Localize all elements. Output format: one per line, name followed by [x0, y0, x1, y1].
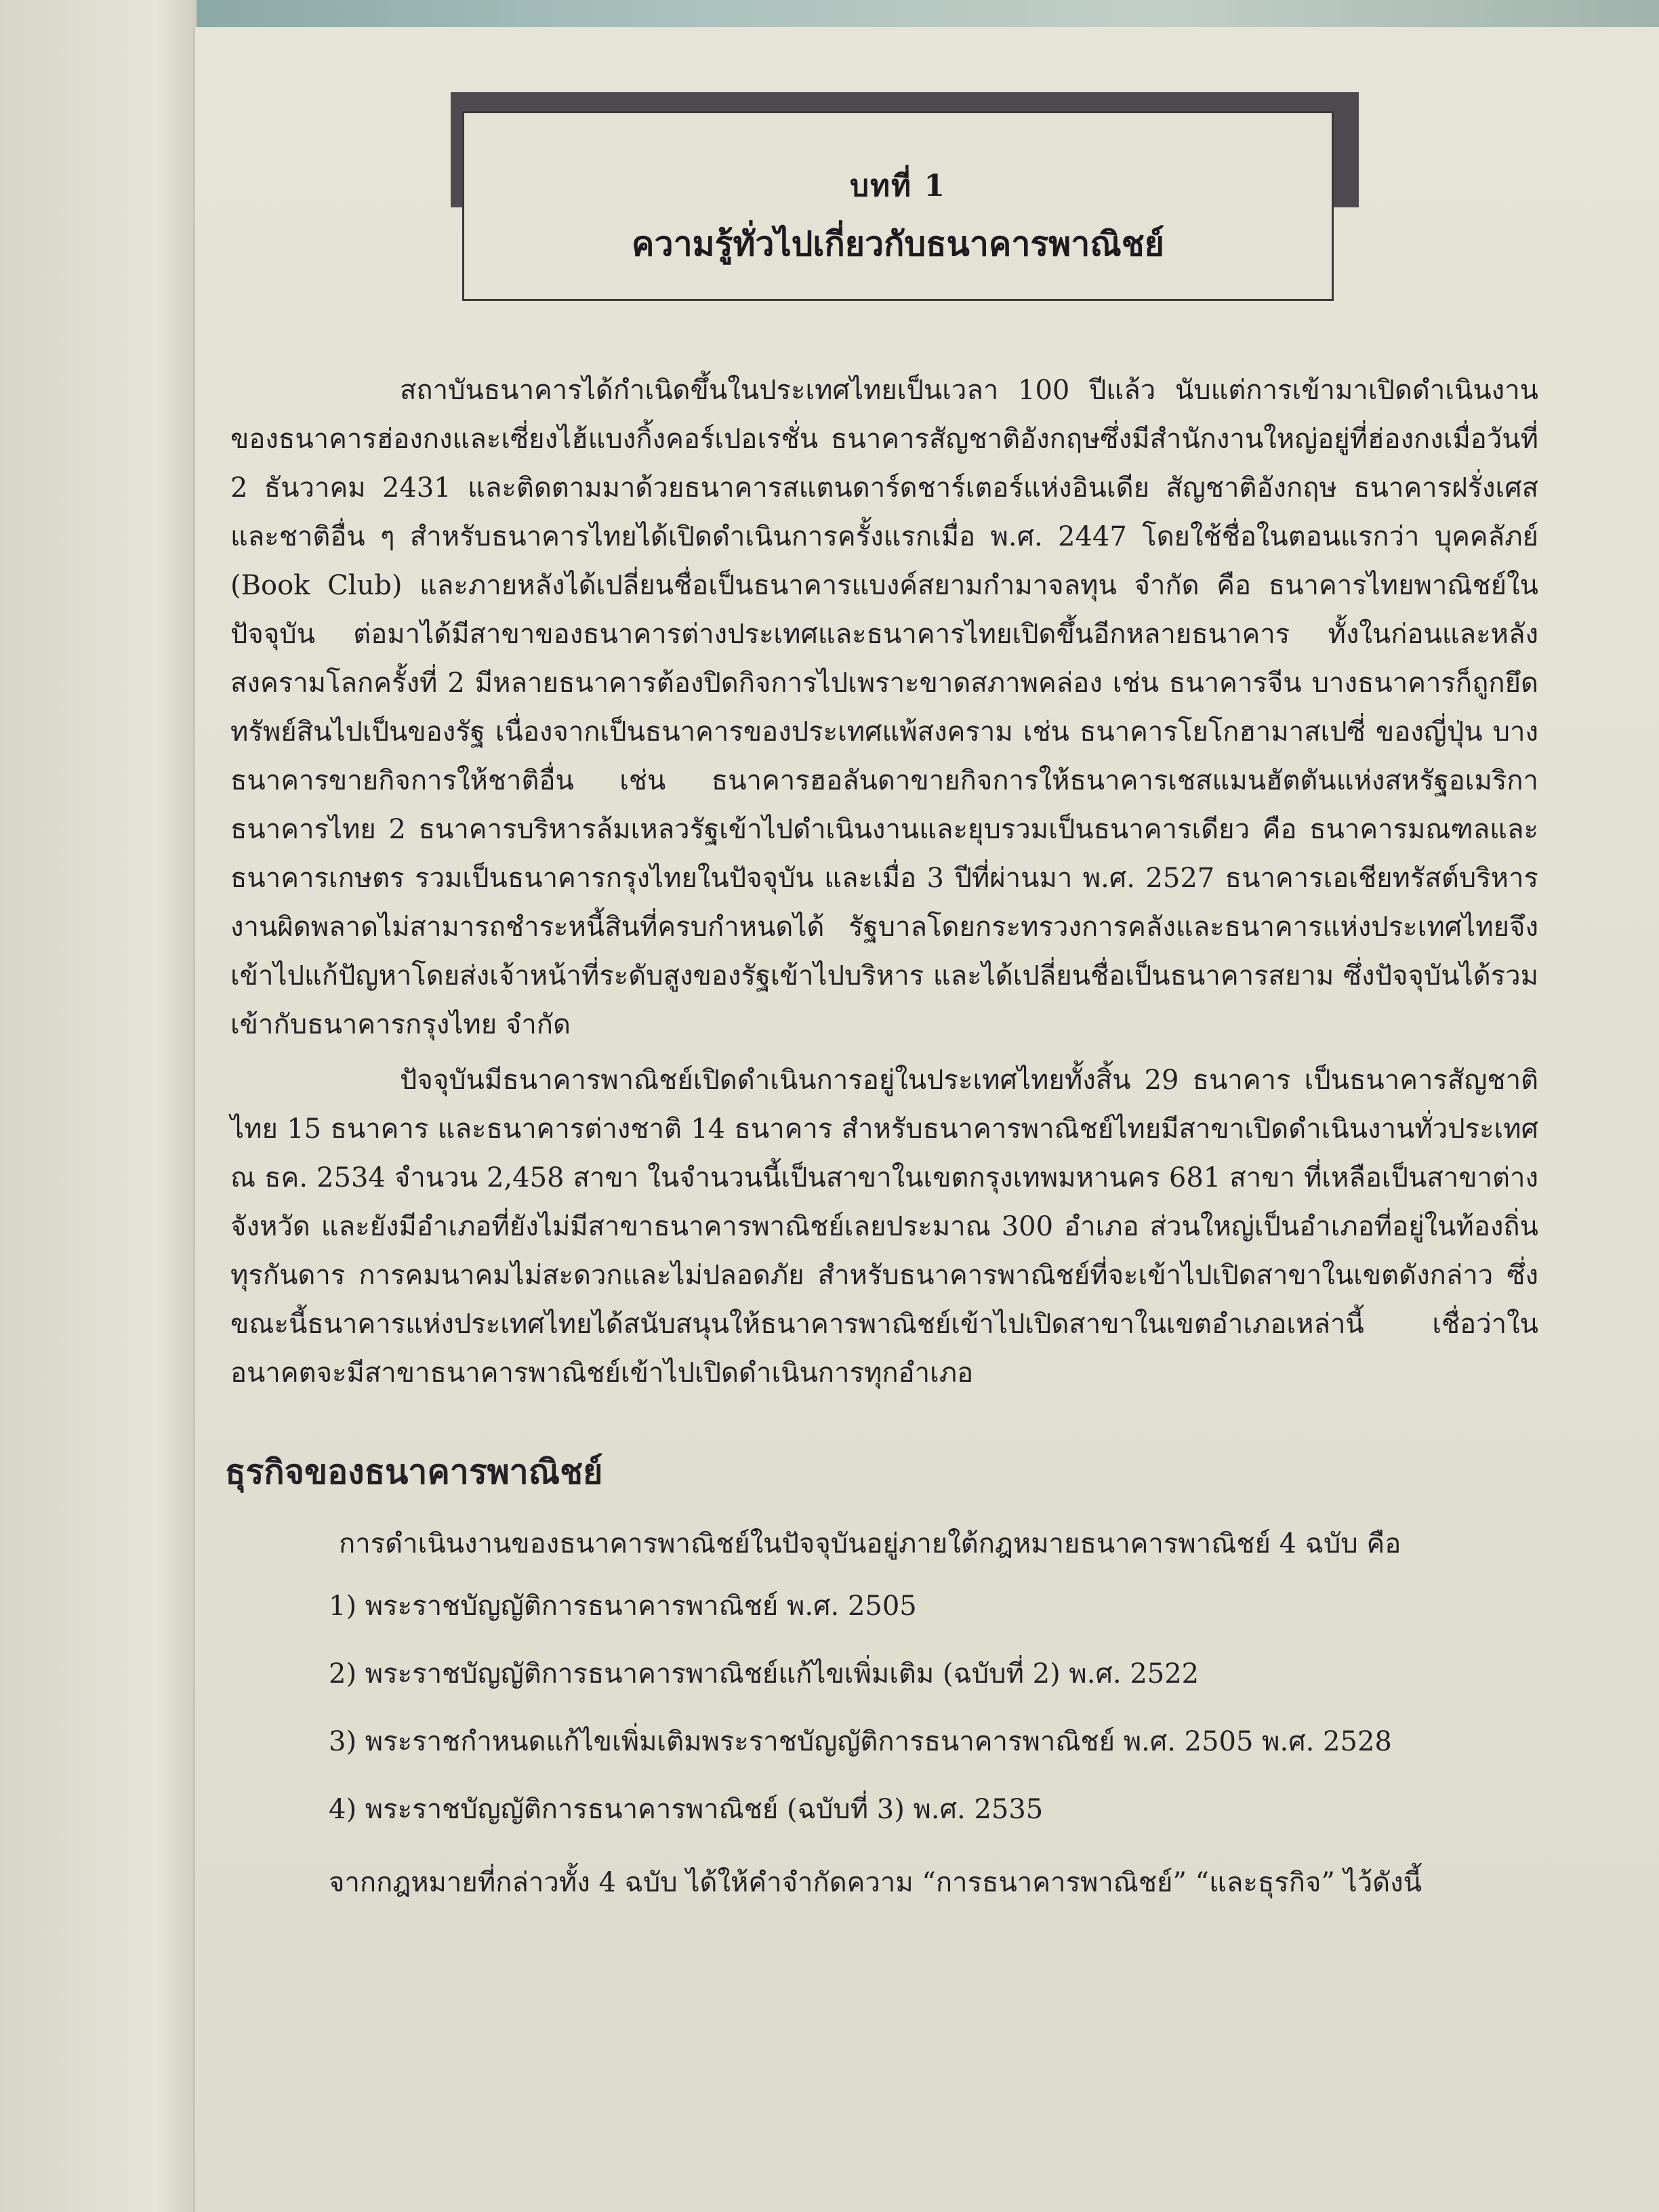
list-item: 2) พระราชบัญญัติการธนาคารพาณิชย์แก้ไขเพิ่มเติม (ฉบับที่ 2) พ.ศ. 2522 [329, 1658, 1200, 1689]
list-item: 1) พระราชบัญญัติการธนาคารพาณิชย์ พ.ศ. 2505 [329, 1591, 917, 1622]
section-intro: การดำเนินงานของธนาคารพาณิชย์ในปัจจุบันอยู่ภายใต้กฎหมายธนาคารพาณิชย์ 4 ฉบับ คือ [339, 1528, 1401, 1559]
facing-page-edge [0, 0, 197, 2212]
paragraph-current-status: ปัจจุบันมีธนาคารพาณิชย์เปิดดำเนินการอยู่ในประเทศไทยทั้งสิ้น 29 ธนาคาร เป็นธนาคารสัญชาติไทย 15 ธนาคาร และธนาคารต่างชาติ 14 ธนาคาร สำหรับธนาคารพาณิชย์ไทยมีสาขาเปิดดำเนินงานทั่วประเทศ ณ ธค. 2534 จำนวน 2,458 สาขา ในจำนวนนี้เป็นสาขาในเขตกรุงเทพมหานคร 681 สาขา ที่เหลือเป็นสาขาต่างจังหวัด และยังมีอำเภอที่ยังไม่มีสาขาธนาคารพาณิชย์เลยประมาณ 300 อำเภอ ส่วนใหญ่เป็นอำเภอที่อยู่ในท้องถิ่นทุรกันดาร การคมนาคมไม่สะดวกและไม่ปลอดภัย สำหรับธนาคารพาณิชย์ที่จะเข้าไปเปิดสาขาในเขตดังกล่าว ซึ่งขณะนี้ธนาคารแห่งประเทศไทยได้สนับสนุนให้ธนาคารพาณิชย์เข้าไปเปิดสาขาในเขตอำเภอเหล่านี้ เชื่อว่าในอนาคตจะมีสาขาธนาคารพาณิชย์เข้าไปเปิดดำเนินการทุกอำเภอ [230, 1065, 1538, 1389]
chapter-title: ความรู้ทั่วไปเกี่ยวกับธนาคารพาณิชย์ [632, 224, 1164, 264]
list-item: 3) พระราชกำหนดแก้ไขเพิ่มเติมพระราชบัญญัติการธนาคารพาณิชย์ พ.ศ. 2505 พ.ศ. 2528 [329, 1726, 1392, 1757]
paragraph-history: สถาบันธนาคารได้กำเนิดขึ้นในประเทศไทยเป็นเวลา 100 ปีแล้ว นับแต่การเข้ามาเปิดดำเนินงานของธนาคารฮ่องกงและเซี่ยงไฮ้แบงกิ้งคอร์เปอเรชั่น ธนาคารสัญชาติอังกฤษซึ่งมีสำนักงานใหญ่อยู่ที่ฮ่องกงเมื่อวันที่ 2 ธันวาคม 2431 และติดตามมาด้วยธนาคารสแตนดาร์ดชาร์เตอร์แห่งอินเดีย สัญชาติอังกฤษ ธนาคารฝรั่งเศสและชาติอื่น ๆ สำหรับธนาคารไทยได้เปิดดำเนินการครั้งแรกเมื่อ พ.ศ. 2447 โดยใช้ชื่อในตอนแรกว่า บุคคลัภย์ (Book Club) และภายหลังได้เปลี่ยนชื่อเป็นธนาคารแบงค์สยามกำมาจลทุน จำกัด คือ ธนาคารไทยพาณิชย์ในปัจจุบัน ต่อมาได้มีสาขาของธนาคารต่างประเทศและธนาคารไทยเปิดขึ้นอีกหลายธนาคาร ทั้งในก่อนและหลังสงครามโลกครั้งที่ 2 มีหลายธนาคารต้องปิดกิจการไปเพราะขาดสภาพคล่อง เช่น ธนาคารจีน บางธนาคารก็ถูกยึดทรัพย์สินไปเป็นของรัฐ เนื่องจากเป็นธนาคารของประเทศแพ้สงคราม เช่น ธนาคารโยโกฮามาสเปซี่ ของญี่ปุ่น บางธนาคารขายกิจการให้ชาติอื่น เช่น ธนาคารฮอลันดาขายกิจการให้ธนาคารเชสแมนฮัตตันแห่งสหรัฐอเมริกา ธนาคารไทย 2 ธนาคารบริหารล้มเหลวรัฐเข้าไปดำเนินงานและยุบรวมเป็นธนาคารเดียว คือ ธนาคารมณฑลและธนาคารเกษตร รวมเป็นธนาคารกรุงไทยในปัจจุบัน และเมื่อ 3 ปีที่ผ่านมา พ.ศ. 2527 ธนาคารเอเชียทรัสต์บริหารงานผิดพลาดไม่สามารถชำระหนี้สินที่ครบกำหนดได้ รัฐบาลโดยกระทรวงการคลังและธนาคารแห่งประเทศไทยจึงเข้าไปแก้ปัญหาโดยส่งเจ้าหน้าที่ระดับสูงของรัฐเข้าไปบริหาร และได้เปลี่ยนชื่อเป็นธนาคารสยาม ซึ่งปัจจุบันได้รวมเข้ากับธนาคารกรุงไทย จำกัด [230, 375, 1538, 1040]
section-heading: ธุรกิจของธนาคารพาณิชย์ [225, 1452, 603, 1492]
chapter-title-box [462, 111, 1334, 301]
closing-sentence: จากกฎหมายที่กล่าวทั้ง 4 ฉบับ ได้ให้คำจำกัดความ “การธนาคารพาณิชย์” “และธุรกิจ” ไว้ดังนี้ [329, 1867, 1422, 1898]
list-item: 4) พระราชบัญญัติการธนาคารพาณิชย์ (ฉบับที่ 3) พ.ศ. 2535 [329, 1794, 1044, 1825]
law-list [230, 1572, 1538, 1843]
page-body [225, 366, 1538, 1917]
chapter-number: บทที่ 1 [850, 169, 946, 203]
